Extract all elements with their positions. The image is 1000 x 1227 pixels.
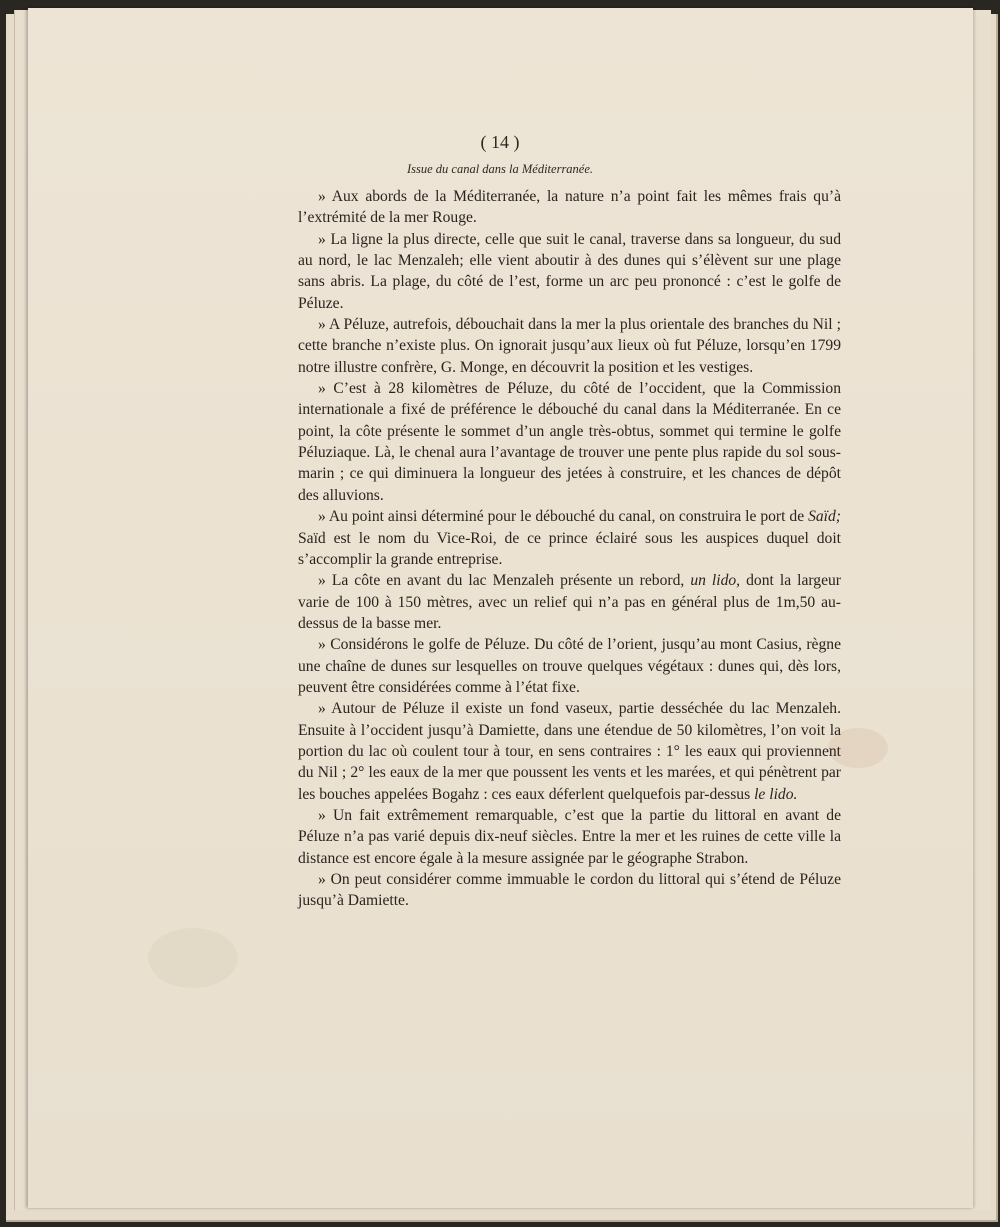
paragraph (298, 805, 841, 869)
page-number: ( 14 ) (480, 132, 520, 152)
paper-stain (148, 928, 238, 988)
paragraph (298, 634, 841, 698)
italic-text: un lido, (690, 572, 741, 590)
italic-text: le lido. (754, 785, 798, 803)
paragraph-text: » Au point ainsi déterminé pour le débouché du canal, on construira le port de (318, 508, 809, 526)
paragraph (298, 229, 841, 314)
paragraph (298, 506, 841, 570)
paragraph-text: » On peut considérer comme immuable le cordon du littoral qui s’étend de Péluze jusqu’à Damiette. (298, 871, 841, 910)
paragraph-text: Saïd est le nom du Vice-Roi, de ce prince éclairé sous les auspices duquel doit s’accomplir la grande entreprise. (298, 529, 841, 568)
paragraph (298, 186, 841, 229)
paragraph (298, 869, 841, 912)
paragraph (298, 698, 841, 805)
paragraph (298, 570, 841, 634)
paragraph-text: » C’est à 28 kilomètres de Péluze, du côté de l’occident, que la Commission internationale a fixé de préférence le débouché du canal dans la Méditerranée. En ce point, la côte présente le sommet d’un angle très-obtus, sommet qui termine le golfe Péluziaque. Là, le chenal aura l’avantage de trouver une pente plus rapide du sol sous-marin ; ce qui diminuera la longueur des jetées à construire, et les chances de dépôt des alluvions. (298, 380, 841, 504)
section-title: Issue du canal dans la Méditerranée. (406, 162, 594, 176)
paragraph-text: dont la largeur varie de 100 à 150 mètres, avec un relief qui n’a pas en général plus de 1m,50 au-dessus de la basse mer. (298, 572, 842, 632)
body-text (298, 186, 841, 912)
paragraph (298, 378, 841, 506)
paragraph-text: » La côte en avant du lac Menzaleh présente un rebord, (318, 572, 691, 590)
paragraph-text: » Un fait extrêmement remarquable, c’est que la partie du littoral en avant de Péluze n’a pas varié depuis dix-neuf siècles. Entre la mer et les ruines de cette ville la distance est encore égale à la mesure assignée par le géographe Strabon. (298, 806, 841, 867)
paragraph-text: » La ligne la plus directe, celle que suit le canal, traverse dans sa longueur, du sud au nord, le lac Menzaleh; elle vient aboutir à des dunes qui s’élèvent sur une plage sans abris. La plage, du côté de l’est, forme un arc peu prononcé : c’est le golfe de Péluze. (298, 230, 841, 312)
paragraph-text: » Autour de Péluze il existe un fond vaseux, partie desséchée du lac Menzaleh. Ensuite à l’occident jusqu’à Damiette, dans une étendue de 50 kilomètres, l’on voit la portion du lac où coulent tour à tour, en sens contraires : 1° les eaux qui proviennent du Nil ; 2° les eaux de la mer que poussent les vents et les marées, et qui pénètrent par les bouches appelées Bogahz : ces eaux déferlent quelquefois par-dessus (298, 700, 841, 803)
paragraph (298, 314, 841, 378)
italic-text: Saïd; (808, 508, 841, 526)
paragraph-text: » Considérons le golfe de Péluze. Du côté de l’orient, jusqu’au mont Casius, règne une chaîne de dunes sur lesquelles on trouve quelques végétaux : dunes qui, dès lors, peuvent être considérées comme à l’état fixe. (298, 636, 841, 696)
paragraph-text: » Aux abords de la Méditerranée, la nature n’a point fait les mêmes frais qu’à l’extrémité de la mer Rouge. (298, 188, 841, 227)
paragraph-text: » A Péluze, autrefois, débouchait dans la mer la plus orientale des branches du Nil ; cette branche n’existe plus. On ignorait jusqu’aux lieux où fut Péluze, lorsqu’en 1799 notre illustre confrère, G. Monge, en découvrit la position et les vestiges. (298, 316, 841, 376)
